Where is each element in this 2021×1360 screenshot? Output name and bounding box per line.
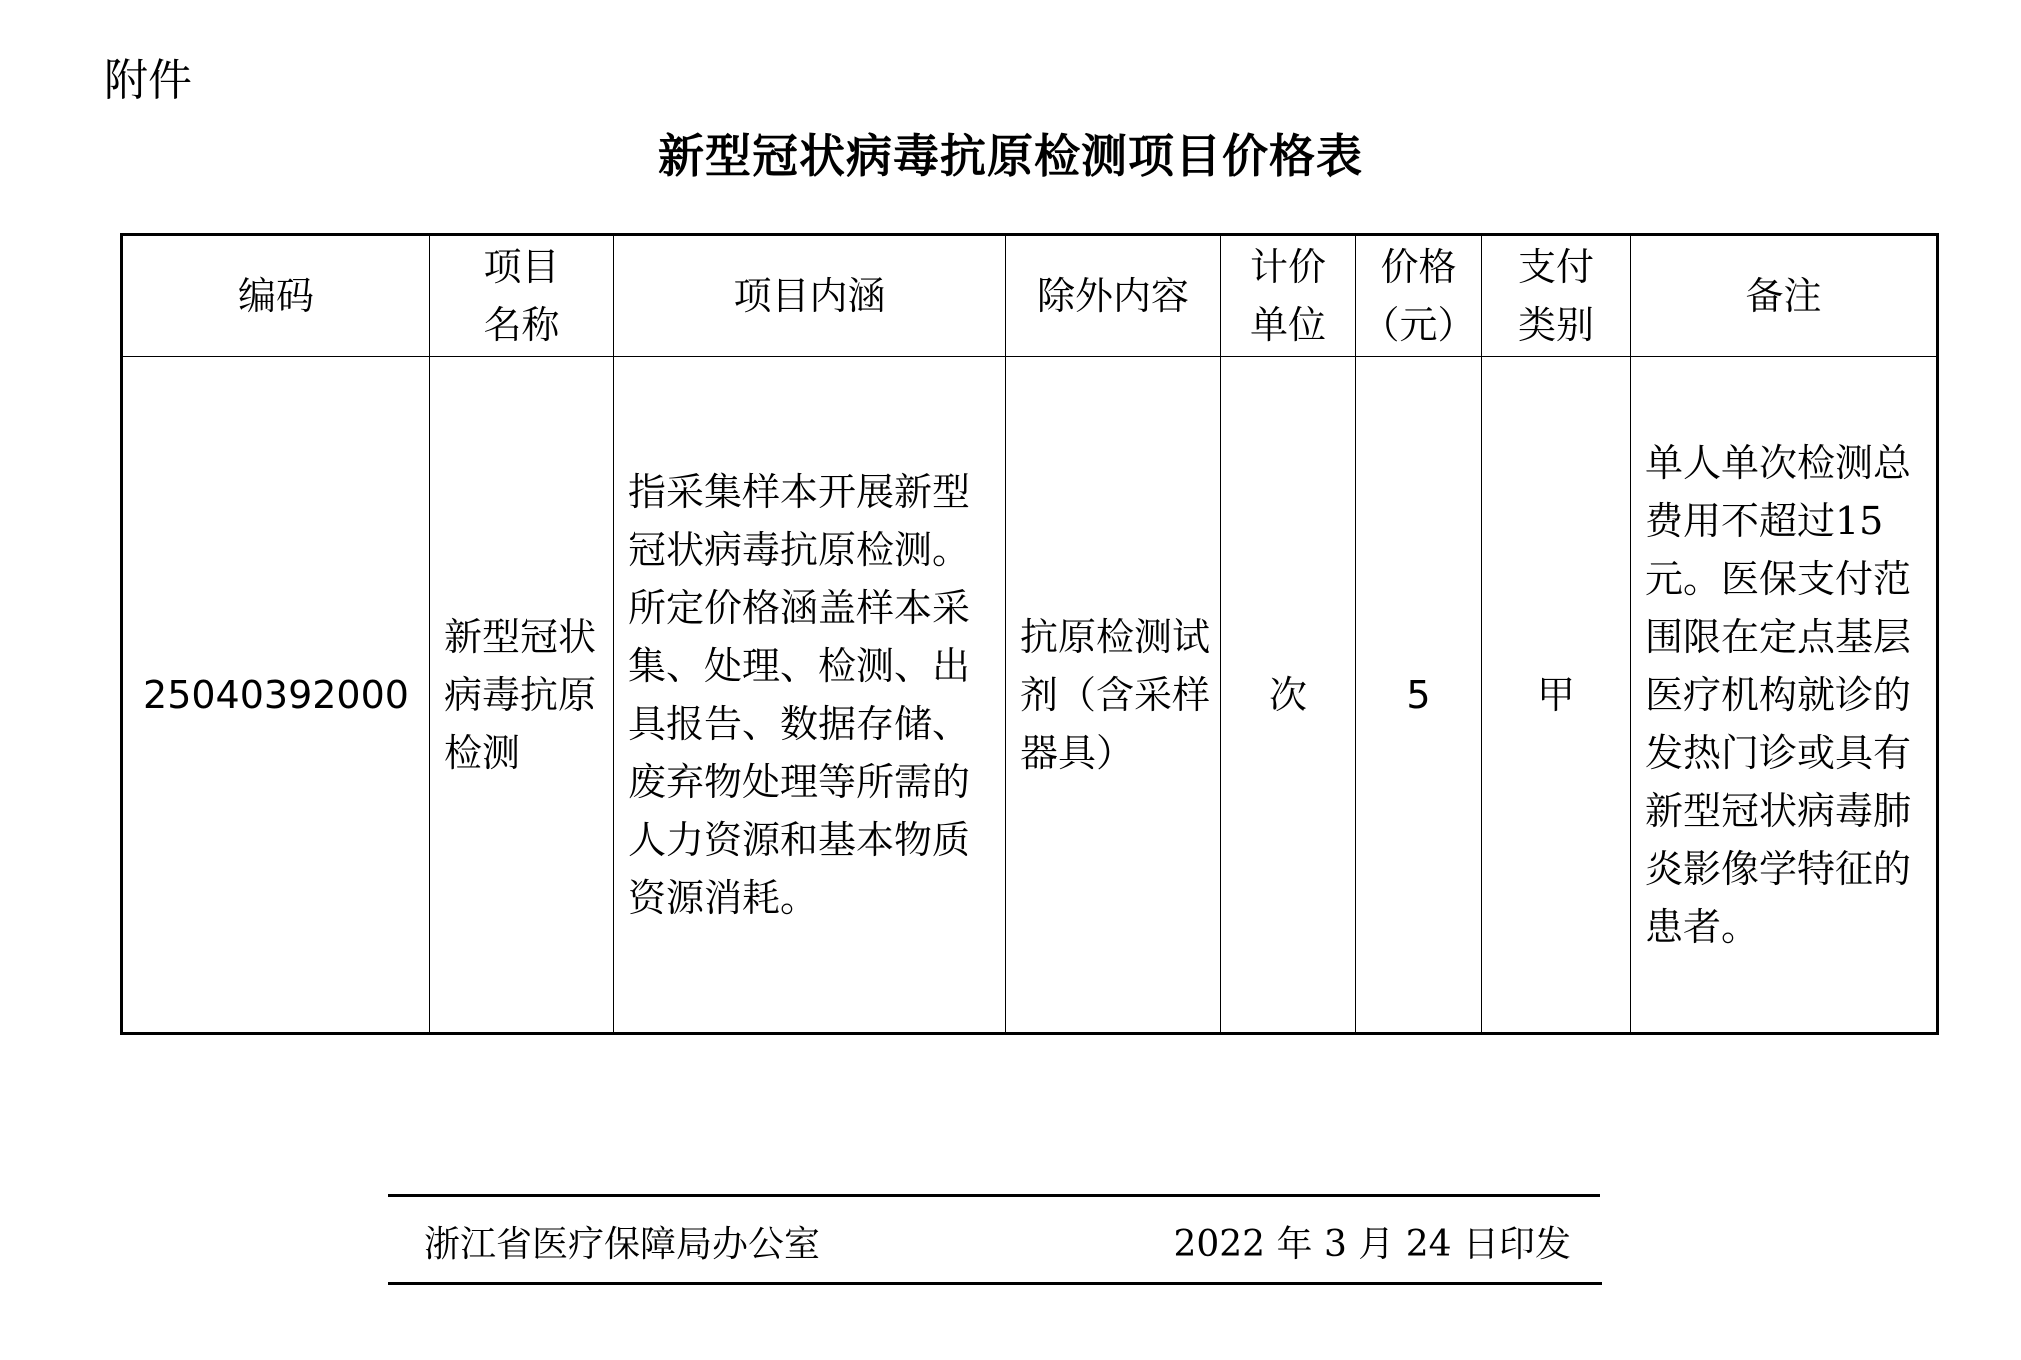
cell-excluded: 抗原检测试剂（含采样器具）	[1006, 357, 1221, 1034]
footer-office: 浙江省医疗保障局办公室	[424, 1224, 821, 1265]
header-unit-line1: 计价	[1249, 245, 1326, 289]
cell-code: 25040392000	[122, 357, 430, 1034]
cell-content: 指采集样本开展新型冠状病毒抗原检测。所定价格涵盖样本采集、处理、检测、出具报告、数据存储、废弃物处理等所需的人力资源和基本物质资源消耗。	[614, 357, 1006, 1034]
cell-name: 新型冠状病毒抗原检测	[430, 357, 614, 1034]
footer-bottom-rule	[388, 1282, 1602, 1285]
header-name-line1: 项目	[483, 245, 560, 289]
header-name	[430, 235, 614, 357]
table-row	[122, 357, 1938, 1034]
header-content: 项目内涵	[614, 235, 1006, 357]
cell-remarks: 单人单次检测总费用不超过15元。医保支付范围限在定点基层医疗机构就诊的发热门诊或具有新型冠状病毒肺炎影像学特征的患者。	[1631, 357, 1938, 1034]
footer-date: 2022 年 3 月 24 日印发	[1173, 1224, 1571, 1265]
price-table	[120, 233, 1939, 1035]
header-payment-line1: 支付	[1517, 245, 1594, 289]
attachment-label: 附件	[104, 55, 192, 106]
header-remarks: 备注	[1631, 235, 1938, 357]
header-payment-line2: 类别	[1517, 303, 1594, 347]
cell-price: 5	[1356, 357, 1482, 1034]
page-title: 新型冠状病毒抗原检测项目价格表	[658, 129, 1363, 183]
table-header-row	[122, 235, 1938, 357]
header-code: 编码	[122, 235, 430, 357]
header-excluded: 除外内容	[1006, 235, 1221, 357]
header-payment	[1482, 235, 1631, 357]
cell-payment: 甲	[1482, 357, 1631, 1034]
cell-unit: 次	[1221, 357, 1356, 1034]
header-price	[1356, 235, 1482, 357]
header-price-line1: 价格	[1380, 245, 1457, 289]
header-unit	[1221, 235, 1356, 357]
header-price-line2: （元）	[1361, 303, 1476, 347]
header-name-line2: 名称	[483, 303, 560, 347]
footer-top-rule	[388, 1194, 1600, 1197]
header-unit-line2: 单位	[1249, 303, 1326, 347]
